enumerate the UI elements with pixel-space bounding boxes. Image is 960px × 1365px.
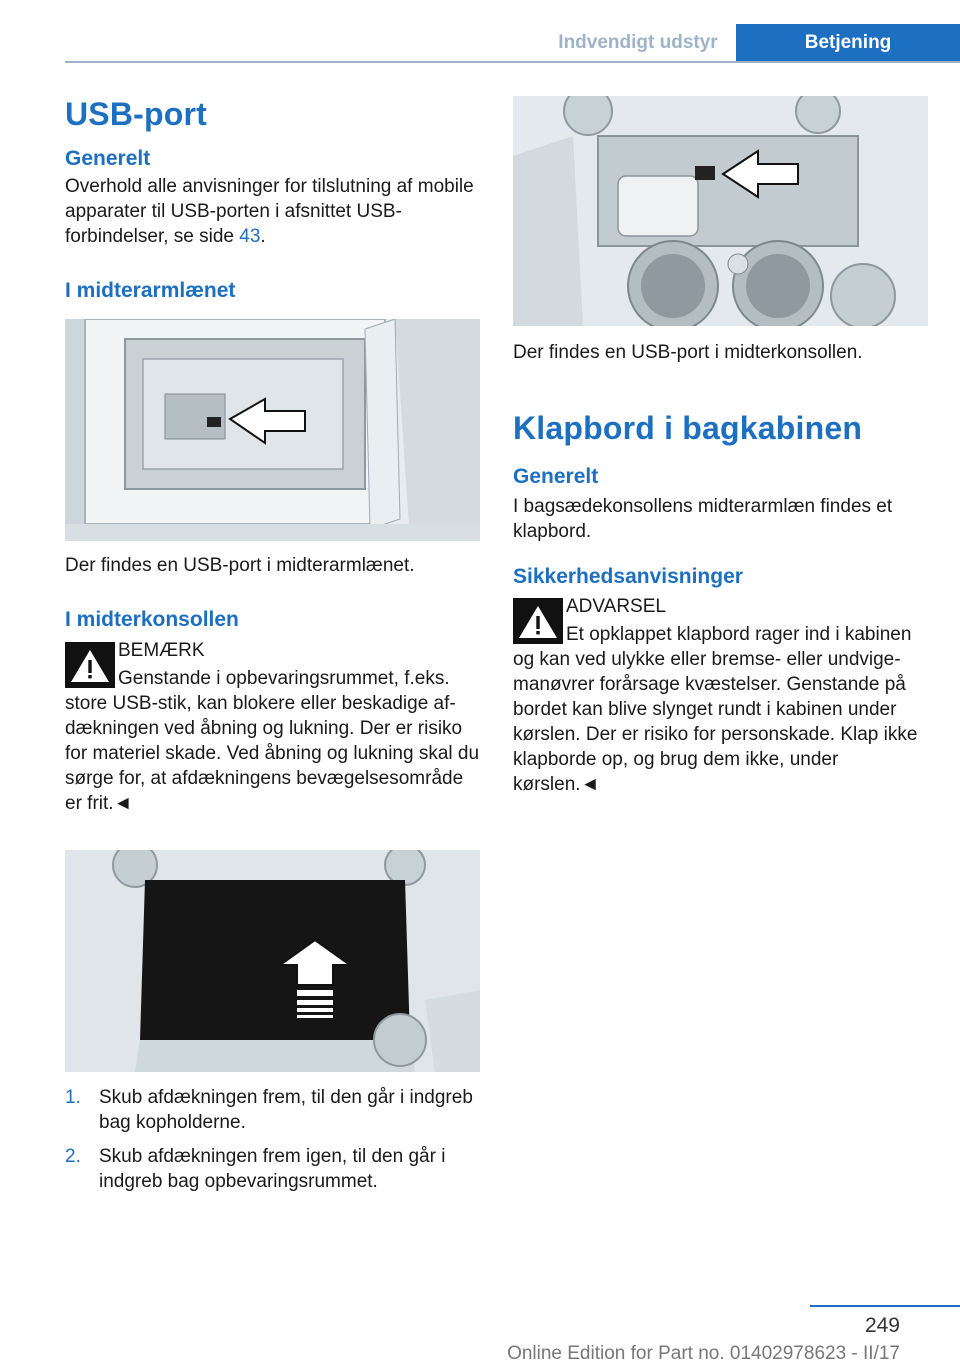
klapbord-title: Klapbord i bagkabinen: [513, 410, 863, 446]
footer-divider: [810, 1305, 960, 1307]
list-item: 2. Skub afdækningen frem igen, til den går i indgreb bag opbevaringsrummet.: [65, 1146, 446, 1192]
warning-label: ADVARSEL: [566, 596, 666, 617]
notice-box: [65, 638, 480, 816]
cover-steps-list: [65, 1085, 480, 1194]
notice-body: store USB-stik, kan blokere eller beskadige afdækningen ved åbning og lukning. Der er risiko for materiel skade. Ved åbning og lukning skal du sørge for, at afdækningens bevægelsesområde er frit.◄: [65, 693, 480, 814]
warning-body: og kan ved ulykke eller bremse- eller undvigemanøvrer forårsage kvæstelser. Genstande på bordet kan blive slynget rundt i kabinen under kørslen. Der er risiko for personskade. Klap ikke klapborde op, og brug dem ikke, under kørslen.◄: [513, 649, 918, 795]
console-heading: I midterkonsollen: [65, 608, 239, 631]
warning-triangle-icon: [65, 642, 115, 688]
warning-triangle-icon: [513, 598, 563, 644]
right-column: [513, 96, 928, 797]
center-console-usb-image: [513, 96, 928, 326]
page-header: [0, 24, 960, 62]
header-divider: [65, 61, 960, 63]
console-cover-image: [65, 850, 480, 1072]
list-item: 1. Skub afdækningen frem, til den går i indgreb bag kopholderne.: [65, 1087, 473, 1133]
notice-label: BEMÆRK: [118, 640, 205, 661]
usb-generelt-text: Overhold alle anvisninger for tilslutning af mobile apparater til USB-porten i afsnittet USB-forbindelser, se side 43.: [65, 176, 474, 247]
armrest-heading: I midterarmlænet: [65, 279, 236, 302]
header-section-title: Indvendigt udstyr: [558, 32, 718, 53]
armrest-caption: Der findes en USB-port i midterarmlænet.: [65, 555, 415, 576]
klapbord-generelt-text: I bagsædekonsollens midterarmlæn findes et klapbord.: [513, 496, 893, 542]
page-number: 249: [864, 1314, 900, 1337]
page-43-link[interactable]: 43: [239, 226, 261, 247]
armrest-usb-image: [65, 319, 480, 541]
edition-line: Online Edition for Part no. 01402978623 - II/17: [507, 1343, 900, 1364]
warning-first-line: Et opklappet klapbord rager ind i kabinen: [566, 624, 912, 645]
header-chapter-title: Betjening: [736, 24, 960, 62]
klapbord-generelt-heading: Generelt: [513, 465, 599, 488]
safety-heading: Sikkerhedsanvisninger: [513, 565, 743, 588]
left-column: [65, 96, 480, 1203]
usb-port-title: USB-port: [65, 96, 208, 132]
notice-first-line: Genstande i opbevaringsrummet, f.eks.: [118, 668, 450, 689]
warning-box: [513, 594, 928, 797]
usb-generelt-heading: Generelt: [65, 147, 151, 170]
console-caption: Der findes en USB-port i midterkonsollen.: [513, 342, 863, 363]
